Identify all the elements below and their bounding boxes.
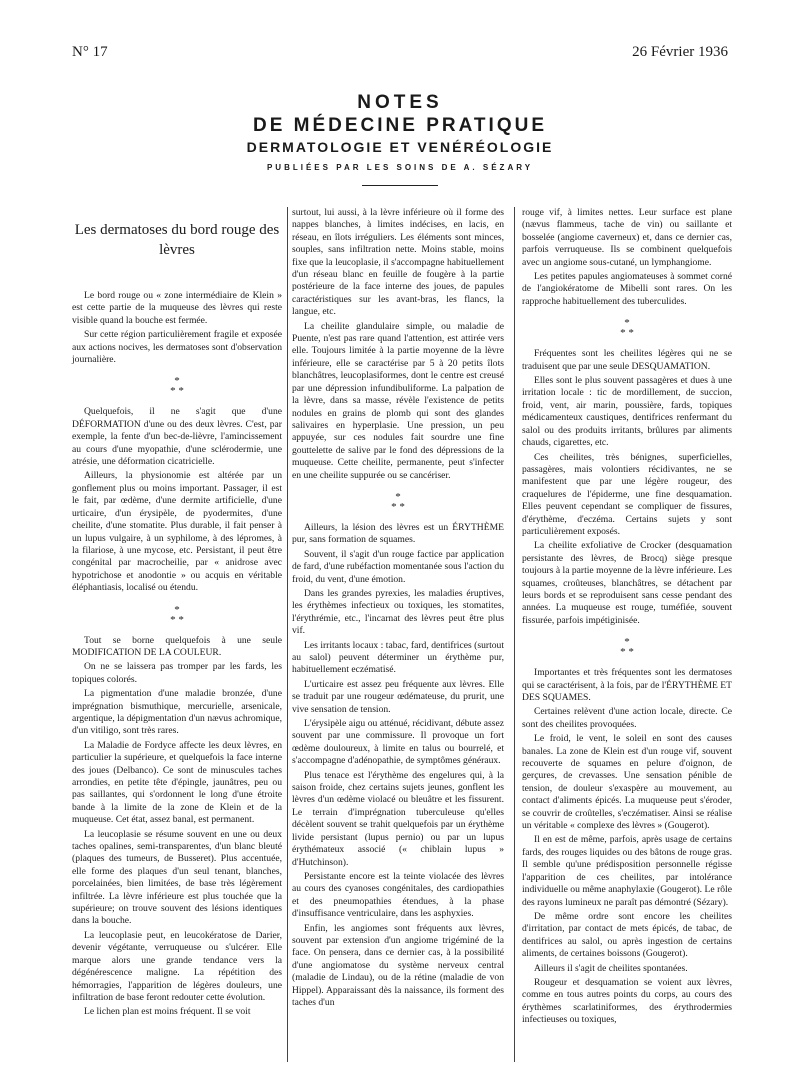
star-bottom: * * [620, 646, 634, 659]
paragraph: Les petites papules angiomateuses à sommet corné de l'angiokératome de Mibelli sont rares. On les rapproche habituellement des tuberculides. [522, 271, 732, 307]
paragraph: Persistante encore est la teinte violacée des lèvres au cours des cyanoses congénitales, des cardiopathies et des pneumopathies étendues, à la phase d'insuffisance ventriculaire, dans les asphyxies. [292, 870, 504, 920]
journal-editor-line: PUBLIÉES PAR LES SOINS DE A. SÉZARY [266, 163, 534, 172]
paragraph: Quelquefois, il ne s'agit que d'une DÉFORMATION d'une ou des deux lèvres. C'est, par exemple, la fente d'un bec-de-lièvre, l'amincissement au cours d'une myopathie, d'une sclérodermie, une atrésie, une déformation cicatricielle. [72, 406, 282, 468]
section-separator-stars [72, 605, 282, 625]
paragraph: Tout se borne quelquefois à une seule MODIFICATION DE LA COULEUR. [72, 634, 282, 658]
paragraph: Dans les grandes pyrexies, les maladies éruptives, les érythèmes infectieux ou toxiques, les stomatites, l'érythrémie, etc., l'incarnat des lèvres peut être plus vif. [292, 587, 504, 637]
paragraph: L'urticaire est assez peu fréquente aux lèvres. Elle se traduit par une rougeur œdémateuse, du prurit, une vive sensation de tension. [292, 678, 504, 715]
paragraph: Il en est de même, parfois, après usage de certains fards, des rouges liquides ou des bâtons de rouge gras. Il semble qu'une prédisposition personnelle régisse l'apparition de ces cheilites, par intolérance individuelle ou même anaphylaxie (Gougerot). Le rôle des rayons lumineux ne paraît pas démontré (Sézary). [522, 834, 732, 908]
star-bottom: * * [391, 500, 405, 513]
paragraph: Fréquentes sont les cheilites légères qui ne se traduisent que par une seule DESQUAMATION. [522, 348, 732, 372]
section-separator-stars [292, 492, 504, 512]
paragraph: Rougeur et desquamation se voient aux lèvres, comme en tous autres points du corps, au cours des érythèmes scarlatiniformes, des érythrodermies infectieuses ou toxiques, [522, 976, 732, 1026]
paragraph: Le lichen plan est moins fréquent. Il se voit [84, 1006, 251, 1018]
star-bottom: * * [170, 613, 184, 626]
star-top: * [174, 375, 180, 388]
paragraph: Sur cette région particulièrement fragile et exposée aux actions nocives, les dermatoses sont d'observation journalière. [72, 329, 282, 366]
paragraph: Souvent, il s'agit d'un rouge factice par application de fard, d'une rubéfaction momentanée sous l'action du froid, du vent, d'une émotion. [292, 548, 504, 585]
paragraph: Le froid, le vent, le soleil en sont des causes banales. La zone de Klein est d'un rouge vif, souvent recouverte de squames en pelure d'oignon, de gerçures, de crevasses. Une sensation pénible de tension, de douleur s'exaspère au mouvement, au contact d'aliments épicés. La muqueuse peut s'éroder, se couvrir de croûtelles, s'eczématiser. Ainsi se réalise un véritable « complexe des lèvres » (Gougerot). [522, 733, 732, 832]
paragraph: surtout, lui aussi, à la lèvre inférieure où il forme des nappes blanches, à limites indécises, en lacis, en réseau, en îlots irréguliers. Les éléments sont minces, souples, sans infiltration nette. Moins stable, moins fixe que la leucoplasie, il s'accompagne habituellement d'un réseau blanc en feuille de fougère à la partie postérieure de la face interne des joues, de papules caractéristiques sur les avant-bras, les flancs, la langue, etc. [292, 207, 504, 318]
paragraph: La cheilite glandulaire simple, ou maladie de Puente, n'est pas rare quand l'attention, est attirée vers elle. Toujours limitée à la partie moyenne de la lèvre inférieure, elle se caractérise par 5 à 20 petits îlots blanchâtres, leucoplasiformes, dont le centre est creusé par une dépression infundibuliforme. La palpation de la lèvre, dans sa masse, révèle l'existence de petits nodules en grains de plomb qui sont des glandes salivaires en hyperplasie. Une pression, un peu appuyée, sur ces nodules fait sourdre une fine gouttelette de salive par le fond des dépressions de la muqueuse. Cette cheilite, permanente, peut s'infecter en une cheilite suppurée ou se cancériser. [292, 320, 504, 481]
paragraph: Ailleurs il s'agit de cheilites spontanées. [534, 962, 688, 974]
paragraph: L'érysipèle aigu ou atténué, récidivant, débute assez souvent par une commissure. Il provoque un fort œdème douloureux, à limite en talus ou bourrelé, et s'accompagne d'adénopathie, de symptômes généraux. [292, 718, 504, 767]
paragraph: Le bord rouge ou « zone intermédiaire de Klein » est cette partie de la muqueuse des lèvres qui reste visible quand la bouche est fermée. [72, 290, 282, 326]
paragraph: Certaines relèvent d'une action locale, directe. Ce sont des cheilites provoquées. [522, 706, 732, 730]
star-bottom: * * [170, 385, 184, 398]
journal-title-main: DE MÉDECINE PRATIQUE [252, 115, 547, 136]
paragraph: Elles sont le plus souvent passagères et dues à une irritation locale : tic de mordillement, de succion, froid, vent, air marin, poussière, fards, topiques médicamenteux caustiques, dentifrices renfermant du salol ou des produits irritants, brûlures par aliments chauds, cigarettes, etc. [522, 375, 732, 449]
issue-number: N° 17 [72, 44, 108, 60]
section-separator-stars [522, 637, 732, 657]
paragraph: Plus tenace est l'érythème des engelures qui, à la saison froide, chez certains sujets jeunes, gonflent les lèvres d'un œdème violacé ou bleuâtre et les fissurent. Le terrain d'imprégnation tuberculeuse qu'elles décèlent souvent se trahit quelquefois par un érythème livide persistant (lupus pernio) ou par un lupus érythémateux associé (« chiblain lupus » d'Hutchinson). [292, 769, 504, 868]
paragraph: On ne se laissera pas tromper par les fards, les topiques colorés. [72, 661, 282, 685]
section-separator-stars [522, 318, 732, 338]
paragraph: Importantes et très fréquentes sont les dermatoses qui se caractérisent, à la fois, par de l'ÉRYTHÈME ET DES SQUAMES. [522, 667, 732, 703]
paragraph: Les irritants locaux : tabac, fard, dentifrices (surtout au salol) peuvent déterminer un érythème pur, habituellement eczématisé. [292, 639, 504, 676]
star-bottom: * * [620, 327, 634, 340]
paragraph: Enfin, les angiomes sont fréquents aux lèvres, souvent par extension d'un angiome trigéminé de la face. On pensera, dans ce dernier cas, à la possibilité d'une angiomatose du système nerveux central (maladie de Lindau), ou de la rétine (maladie de von Hippel). Apparaissant dès la naissance, ils forment des taches d'un [292, 922, 504, 1008]
paragraph: rouge vif, à limites nettes. Leur surface est plane (nævus flammeus, tache de vin) ou saillante et bosselée (angiome caverneux) et, dans ce dernier cas, parfois verruqueuse. Ils se combinent quelquefois avec un angiome sous-cutané, un lymphangiome. [522, 207, 732, 268]
paragraph: La leucoplasie peut, en leucokératose de Darier, devenir végétante, verruqueuse ou s'ulcérer. Elle marque alors une grande tendance vers la dégénérescence maligne. La répétition des hémorragies, l'apparition de légères douleurs, une infiltration de base feront redouter cette évolution. [72, 929, 282, 1003]
paragraph: La cheilite exfoliative de Crocker (desquamation persistante des lèvres, de Brocq) siège presque toujours à la partie moyenne de la lèvre inférieure. Les squames, croûteuses, blanchâtres, se détachent par leurs bords et se reproduisent sans cesse pendant des années. La muqueuse est rouge, tuméfiée, souvent fissurée, parfois impétiginisée. [522, 540, 732, 626]
journal-subtitle: DERMATOLOGIE ET VENÉRÉOLOGIE [246, 139, 554, 155]
column-divider-1 [287, 207, 288, 1062]
star-top: * [174, 603, 180, 616]
text-column-3 [522, 207, 732, 1029]
header-rule [362, 185, 438, 186]
issue-date: 26 Février 1936 [632, 44, 728, 60]
paragraph: La leucoplasie se résume souvent en une ou deux taches opalines, semi-transparentes, d'un blanc bleuté (plaques des tumeurs, de Busseret). Plus accentuée, elle forme des plaques d'un seul tenant, blanches, porcelainées, bien limitées, de base très légèrement infiltrée. La lèvre inférieure est plus touchée que la supérieure; on trouve souvent des lésions identiques dans la bouche. [72, 828, 282, 927]
article-title: Les dermatoses du bord rouge des lèvres [74, 222, 280, 258]
column-divider-2 [514, 207, 515, 1062]
paragraph: La Maladie de Fordyce affecte les deux lèvres, en particulier la supérieure, et quelquefois la face interne des joues (Delbanco). Ce sont de minuscules taches arrondies, en petite tête d'épingle, jaunâtres, peu ou pas saillantes, qui s'ordonnent le long d'une étroite bande à la limite de la zone de Klein et de la muqueuse. Cet état, assez banal, est permanent. [72, 739, 282, 826]
text-column-2 [292, 207, 504, 1011]
star-top: * [624, 636, 630, 649]
text-column-1 [72, 200, 282, 1021]
paragraph: De même ordre sont encore les cheilites d'irritation, par contact de mets épicés, de tabac, de dentifrices au salol, ou après ingestion de certains aliments, de certaines boissons (Gougerot). [522, 910, 732, 960]
section-separator-stars [72, 376, 282, 396]
paragraph: Ailleurs, la physionomie est altérée par un gonflement plus ou moins important. Passager, il est le fait, par œdème, d'une dermite artificielle, d'une urticaire, d'un érysipèle, de pyodermites, d'une cheilite, d'une stomatite. Plus durable, il fait penser à un lupus vulgaire, à un syphilome, à des lépromes, à la filariose, à une mycose, etc. Persistant, il peut être congénital par macrocheilie, par « anidrose avec hypotrichose et anodontie » ou acquis en véritable éléphantiasis, localisé ou étendu. [72, 470, 282, 594]
paragraph: Ailleurs, la lésion des lèvres est un ÉRYTHÈME pur, sans formation de squames. [292, 521, 504, 546]
journal-title-notes: NOTES [357, 92, 443, 113]
paragraph: Ces cheilites, très bénignes, superficielles, passagères, mais volontiers récidivantes, ne se manifestent que par une légère rougeur, des craquelures de l'épiderme, une fine desquamation. Elles peuvent cependant se compliquer de fissures, d'érythème, d'eczéma. Certains sujets y sont particulièrement exposés. [522, 451, 732, 537]
star-top: * [395, 490, 401, 503]
star-top: * [624, 317, 630, 330]
paragraph: La pigmentation d'une maladie bronzée, d'une imprégnation bismuthique, mercurielle, arsenicale, argentique, la dépigmentation d'un nævus achromique, d'un vitiligo, sont très rares. [72, 688, 282, 737]
